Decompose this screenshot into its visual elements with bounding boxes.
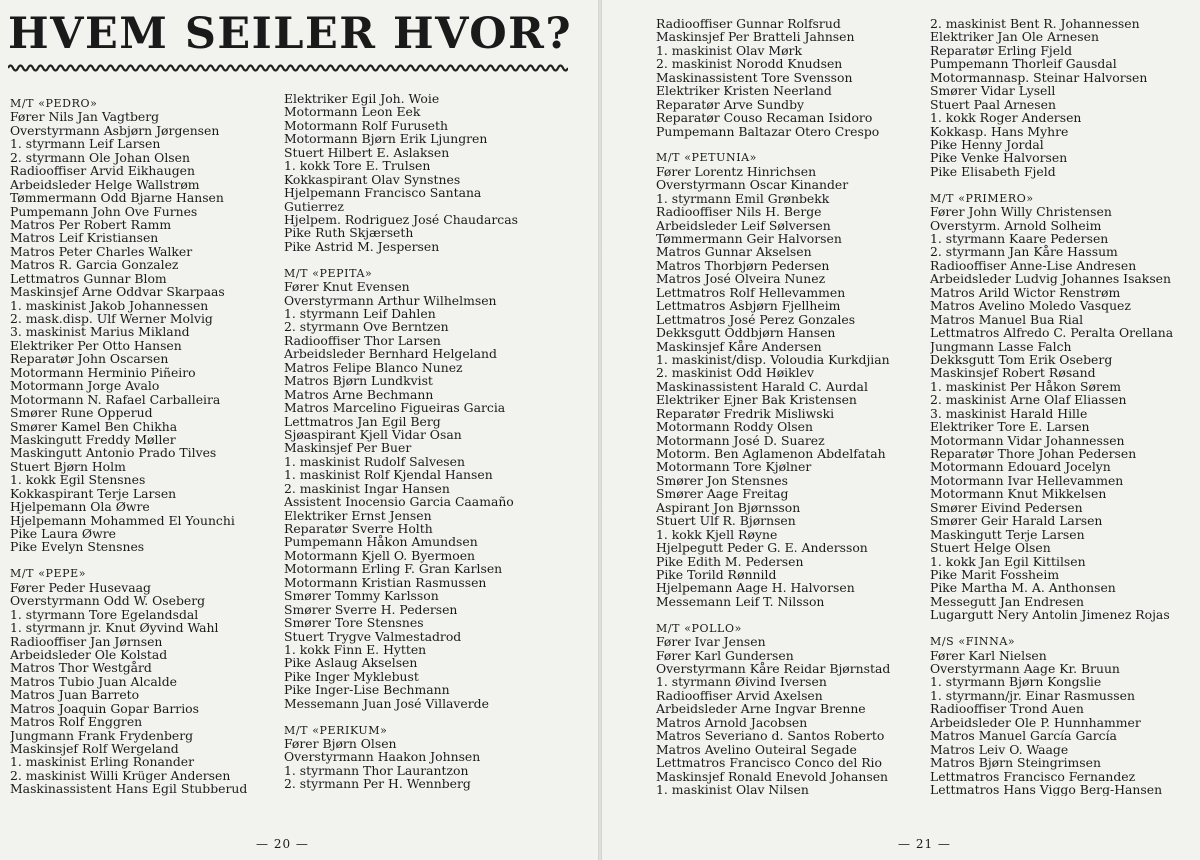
crew-entry: Matros Tubio Juan Alcalde [10,673,177,689]
crew-entry: Tømmermann Geir Halvorsen [656,231,842,246]
crew-entry: 1. styrmann Leif Dahlen [284,306,436,321]
crew-entry: Maskingutt Terje Larsen [930,526,1085,542]
crew-entry: Arbeidsleder Ole Kolstad [10,646,168,662]
ship-heading: M/T «PERIKUM» [284,723,388,737]
crew-entry: Stuert Ulf R. Bjørnsen [656,513,796,529]
crew-entry: Fører Bjørn Olsen [284,736,397,751]
crew-entry: Overstyrmann Oscar Kinander [656,177,849,193]
crew-entry: Fører Nils Jan Vagtberg [10,109,160,125]
crew-entry: Elektriker Ernst Jensen [284,507,432,523]
crew-entry: Pike Ruth Skjærseth [284,225,414,241]
crew-entry: 1. styrmann Thor Laurantzon [284,762,469,778]
crew-entry: Stuert Trygve Valmestadrod [284,628,462,644]
crew-entry: 2. maskinist Bent R. Johannessen [930,17,1140,31]
crew-entry: Matros Juan Barreto [10,687,140,703]
crew-entry: Maskinsjef Ronald Enevold Johansen [656,768,889,784]
crew-entry: 1. maskinist Rudolf Salvesen [284,453,465,469]
crew-entry: Overstyrmann Kåre Reidar Bjørnstad [656,661,891,676]
crew-entry: Lettmatros Alfredo C. Peralta Orellana [930,325,1174,341]
crew-entry: Kokkaspirant Olav Synstnes [284,171,461,187]
crew-entry: 1. kokk Jan Egil Kittilsen [930,553,1086,569]
crew-entry: Smører Eivind Pedersen [930,499,1083,515]
crew-entry: Hjelpegutt Peder G. E. Andersson [656,540,868,556]
crew-entry: Stuert Bjørn Holm [10,458,126,474]
crew-entry: 2. maskinist Arne Olaf Eliassen [930,392,1127,408]
crew-entry: Kokkaspirant Terje Larsen [10,485,177,501]
crew-entry: Arbeidsleder Leif Sølversen [656,217,831,233]
crew-entry: Maskinsjef Robert Røsand [930,365,1096,381]
crew-entry: Pike Evelyn Stensnes [10,539,145,555]
crew-entry: Pumpemann Thorleif Gausdal [930,56,1117,72]
crew-entry: Maskinsjef Per Bratteli Jahnsen [656,29,855,45]
crew-entry: Overstyrmann Haakon Johnsen [284,749,481,765]
crew-entry: Lettmatros Jan Egil Berg [284,413,441,429]
crew-entry: Jungmann Frank Frydenberg [10,727,194,743]
crew-entry: Hjelpemann Aage H. Halvorsen [656,580,855,596]
crew-entry: 1. styrmann/jr. Einar Rasmussen [930,687,1135,703]
crew-entry: Assistent Inocensio Garcia Caamaño [284,494,514,510]
section-gap [656,138,928,151]
crew-column-1 [10,97,282,796]
crew-entry: 1. maskinist Olav Nilsen [656,781,809,797]
crew-entry: Jungmann Lasse Falch [930,338,1072,354]
crew-entry: 2. maskinist Odd Høiklev [656,365,814,381]
crew-entry: Reparatør John Oscarsen [10,351,169,367]
crew-column-3 [656,17,928,796]
crew-entry: Motormann Bjørn Erik Ljungren [284,131,488,147]
crew-entry: 1. maskinist Rolf Kjendal Hansen [284,467,493,483]
crew-entry: Elektriker Egil Joh. Woie [284,92,440,106]
crew-entry: Pike Aslaug Akselsen [284,655,418,671]
crew-entry: Elektriker Tore E. Larsen [930,419,1090,435]
crew-entry: Reparatør Sverre Holth [284,521,433,536]
crew-entry: Lettmatros Asbjørn Fjellheim [656,298,841,314]
crew-entry: Radiooffiser Arvid Eikhaugen [10,163,195,179]
crew-entry: Matros Peter Charles Walker [10,243,193,259]
page-number-right: — 21 — [898,837,951,851]
crew-entry: Arbeidsleder Ludvig Johannes Isaksen [930,271,1171,287]
crew-entry: 1. kokk Roger Andersen [930,110,1082,126]
crew-entry: Pumpemann John Ove Furnes [10,203,198,219]
crew-entry: Elektriker Kristen Neerland [656,83,832,99]
crew-column-4 [930,17,1198,796]
crew-entry: Messemann Juan José Villaverde [284,695,489,711]
crew-entry: Motormann N. Rafael Carballeira [10,391,221,407]
crew-entry: Motormannasp. Steinar Halvorsen [930,69,1148,85]
crew-entry: Hjelpem. Rodriguez José Chaudarcas [284,211,518,227]
crew-entry: Matros Arild Wictor Renstrøm [930,284,1121,300]
crew-entry: Maskinsjef Arne Oddvar Skarpaas [10,284,225,300]
crew-entry: Kokkasp. Hans Myhre [930,123,1069,139]
crew-entry: 1. styrmann Øivind Iversen [656,674,827,690]
crew-entry: Stuert Helge Olsen [930,540,1051,556]
crew-entry: Maskingutt Freddy Møller [10,431,176,447]
crew-entry: Dekksgutt Tom Erik Oseberg [930,351,1113,367]
crew-entry: 1. styrmann Tore Egelandsdal [10,606,199,622]
crew-entry: Pike Inger-Lise Bechmann [284,682,450,698]
crew-entry: Maskinsjef Per Buer [284,440,412,456]
crew-entry: Elektriker Ejner Bak Kristensen [656,392,857,408]
crew-entry: Smører Geir Harald Larsen [930,513,1103,529]
crew-entry: Matros Leif Kristiansen [10,230,159,246]
crew-entry: 2. mask.disp. Ulf Werner Molvig [10,311,213,326]
section-gap [656,608,928,621]
crew-entry: Maskinassistent Hans Egil Stubberud [10,781,248,796]
crew-entry: Matros Thorbjørn Pedersen [656,257,830,273]
crew-entry: Overstyrmann Odd W. Oseberg [10,593,206,609]
crew-entry: Fører John Willy Christensen [930,204,1112,220]
crew-entry: Reparatør Couso Recaman Isidoro [656,110,873,126]
crew-entry: 3. maskinist Marius Mikland [10,324,190,340]
crew-entry: Overstyrmann Aage Kr. Bruun [930,661,1120,676]
crew-entry: Matros Avelino Moledo Vasquez [930,298,1131,314]
crew-entry: Pumpemann Baltazar Otero Crespo [656,123,880,139]
crew-entry: Fører Karl Nielsen [930,647,1047,663]
crew-entry: Pike Torild Rønnild [656,566,777,582]
crew-entry: Motormann Vidar Johannessen [930,432,1125,448]
crew-entry: Matros Avelino Outeiral Segade [656,741,857,757]
crew-entry: Motorm. Ben Aglamenon Abdelfatah [656,446,886,461]
ship-heading: M/S «FINNA» [930,635,1016,649]
crew-entry: Hjelpemann Mohammed El Younchi [10,512,235,528]
crew-entry: Radiooffiser Jan Jørnsen [10,633,163,649]
crew-entry: Matros Manuel García García [930,728,1117,744]
crew-entry: 1. styrmann Bjørn Kongslie [930,674,1102,690]
crew-entry: Arbeidsleder Arne Ingvar Brenne [656,701,866,717]
crew-entry: Radiooffiser Thor Larsen [284,332,441,348]
crew-entry: Pike Marit Fossheim [930,566,1060,582]
crew-entry: Hjelpemann Francisco Santana [284,185,482,201]
crew-entry: Tømmermann Odd Bjarne Hansen [10,190,224,206]
crew-entry: Overstyrmann Arthur Wilhelmsen [284,292,497,308]
section-gap [930,178,1198,191]
crew-entry: Radiooffiser Arvid Axelsen [656,687,823,703]
crew-entry: Radiooffiser Trond Auen [930,701,1084,717]
crew-column-2 [284,92,596,791]
crew-entry: Matros Rolf Enggren [10,714,143,730]
crew-entry: 1. styrmann jr. Knut Øyvind Wahl [10,620,219,636]
crew-entry: Matros José Olveira Nunez [656,271,826,287]
crew-entry: Smører Vidar Lysell [930,83,1056,99]
crew-entry: Radiooffiser Gunnar Rolfsrud [656,17,841,31]
crew-entry: 1. kokk Egil Stensnes [10,472,146,488]
crew-entry: 2. maskinist Ingar Hansen [284,480,450,496]
crew-entry: Lettmatros Gunnar Blom [10,270,167,286]
crew-entry: Pike Laura Øwre [10,526,116,541]
section-gap [10,554,282,567]
crew-entry: Reparatør Thore Johan Pedersen [930,446,1137,461]
crew-entry: Pike Edith M. Pedersen [656,553,804,569]
crew-entry: Stuert Hilbert E. Aslaksen [284,144,450,160]
crew-entry: Motormann Roddy Olsen [656,419,813,435]
crew-entry: 2. maskinist Norodd Knudsen [656,56,843,72]
crew-entry: Matros Gunnar Akselsen [656,244,812,260]
crew-entry: Maskinsjef Rolf Wergeland [10,741,179,756]
crew-entry: Motormann Herminio Piñeiro [10,364,196,380]
left-page [0,0,598,860]
crew-entry: Lugargutt Nery Antolin Jimenez Rojas [930,607,1170,623]
right-page [602,0,1200,860]
crew-entry: Maskinassistent Tore Svensson [656,69,853,85]
crew-entry: Matros Per Robert Ramm [10,216,172,232]
crew-entry: Fører Lorentz Hinrichsen [656,163,817,179]
crew-entry: Matros Bjørn Steingrimsen [930,755,1101,771]
crew-entry: Motormann Edouard Jocelyn [930,459,1111,475]
crew-entry: Smører Tommy Karlsson [284,588,439,604]
crew-entry: Fører Peder Husevaag [10,579,151,595]
crew-entry: Pike Inger Myklebust [284,668,419,684]
crew-entry: Motormann Jorge Avalo [10,378,160,394]
ship-heading: M/T «PRIMERO» [930,191,1034,205]
section-gap [284,253,596,266]
crew-entry: Messegutt Jan Endresen [930,593,1085,609]
ship-heading: M/T «PEPITA» [284,266,373,280]
crew-entry: Lettmatros José Perez Gonzales [656,311,856,327]
crew-entry: Motormann Kjell O. Byermoen [284,547,476,563]
ship-heading: M/T «PETUNIA» [656,151,758,165]
crew-entry: Elektriker Per Otto Hansen [10,337,182,353]
crew-entry: 2. styrmann Ole Johan Olsen [10,149,190,165]
crew-entry: Arbeidsleder Helge Wallstrøm [10,176,200,192]
crew-entry: Overstyrmann Asbjørn Jørgensen [10,122,220,138]
crew-entry: Lettmatros Hans Viggo Berg-Hansen [930,781,1163,797]
crew-entry: Motormann Erling F. Gran Karlsen [284,561,503,577]
section-gap [930,622,1198,635]
crew-entry: Hjelpemann Ola Øwre [10,499,150,515]
crew-entry: Motormann Knut Mikkelsen [930,486,1107,502]
crew-entry: Matros Manuel Bua Rial [930,311,1084,327]
crew-entry: 2. styrmann Jan Kåre Hassum [930,244,1118,260]
crew-entry: Pike Martha M. A. Anthonsen [930,580,1116,596]
crew-entry: Lettmatros Francisco Conco del Rio [656,755,882,771]
crew-entry: Dekksgutt Oddbjørn Hansen [656,325,836,341]
crew-entry: Reparatør Arve Sundby [656,96,805,112]
crew-entry: Matros Arne Bechmann [284,386,434,402]
ship-heading: M/T «POLLO» [656,621,742,635]
crew-entry: Reparatør Fredrik Misliwski [656,405,835,421]
crew-entry: Lettmatros Francisco Fernandez [930,768,1136,784]
crew-entry: Pike Astrid M. Jespersen [284,238,440,254]
crew-entry: Smører Tore Stensnes [284,615,424,631]
crew-entry: Smører Aage Freitag [656,486,789,502]
crew-entry: Maskingutt Antonio Prado Tilves [10,445,217,461]
crew-entry: Matros Thor Westgård [10,660,152,676]
crew-entry: Pike Henny Jordal [930,136,1044,152]
crew-entry: Fører Karl Gundersen [656,647,794,663]
crew-entry: 1. maskinist Olav Mørk [656,42,802,58]
crew-entry: 2. styrmann Ove Berntzen [284,319,449,335]
crew-entry: Stuert Paal Arnesen [930,96,1056,112]
crew-entry: Smører Jon Stensnes [656,472,788,488]
crew-entry: 1. kokk Finn E. Hytten [284,641,427,657]
crew-entry: Smører Sverre H. Pedersen [284,601,458,617]
crew-entry: Maskinassistent Harald C. Aurdal [656,378,868,394]
section-gap [284,710,596,723]
crew-entry: Pumpemann Håkon Amundsen [284,534,478,550]
crew-entry: 1. kokk Kjell Røyne [656,526,778,542]
crew-entry: Fører Knut Evensen [284,279,410,295]
crew-entry: Matros Joaquin Gopar Barrios [10,700,199,716]
crew-entry: 1. maskinist/disp. Voloudia Kurkdjian [656,351,890,367]
crew-entry: Arbeidsleder Bernhard Helgeland [284,346,497,362]
crew-entry: Smører Rune Opperud [10,405,153,421]
crew-entry: 1. styrmann Kaare Pedersen [930,231,1109,246]
crew-entry: Gutierrez [284,198,344,214]
crew-entry: Arbeidsleder Ole P. Hunnhammer [930,714,1141,730]
crew-entry: Overstyrm. Arnold Solheim [930,217,1102,233]
crew-entry: Radiooffiser Anne-Lise Andresen [930,257,1137,273]
crew-entry: Matros Felipe Blanco Nunez [284,359,463,375]
crew-entry: Pike Elisabeth Fjeld [930,163,1056,179]
crew-entry: 1. kokk Tore E. Trulsen [284,158,431,174]
crew-entry: Motormann Leon Eek [284,104,421,120]
crew-entry: Matros Arnold Jacobsen [656,714,808,730]
crew-entry: Matros Leiv O. Waage [930,741,1069,757]
crew-entry: 2. maskinist Willi Krüger Andersen [10,767,231,783]
crew-entry: Lettmatros Rolf Hellevammen [656,284,846,300]
crew-entry: 1. maskinist Erling Ronander [10,754,195,770]
crew-entry: 2. styrmann Per H. Wennberg [284,776,471,791]
crew-entry: Elektriker Jan Ole Arnesen [930,29,1099,45]
crew-entry: Matros Bjørn Lundkvist [284,373,433,389]
crew-entry: 1. maskinist Per Håkon Sørem [930,378,1121,394]
crew-entry: Matros Marcelino Figueiras Garcia [284,400,506,416]
crew-entry: Aspirant Jon Bjørnsson [656,499,801,515]
crew-entry: 3. maskinist Harald Hille [930,405,1088,421]
wavy-rule [8,62,568,74]
page-title: HVEM SEILER HVOR? [8,9,573,59]
ship-heading: M/T «PEDRO» [10,97,98,110]
crew-entry: 1. styrmann Leif Larsen [10,136,161,152]
crew-entry: Reparatør Erling Fjeld [930,42,1073,58]
crew-entry: Maskinsjef Kåre Andersen [656,338,822,354]
crew-entry: Sjøaspirant Kjell Vidar Osan [284,426,462,442]
crew-entry: Motormann Tore Kjølner [656,459,812,475]
crew-entry: 1. styrmann Emil Grønbekk [656,190,830,206]
crew-entry: 1. maskinist Jakob Johannessen [10,297,209,313]
crew-entry: Smører Kamel Ben Chikha [10,418,178,434]
crew-entry: Matros R. Garcia Gonzalez [10,257,179,273]
crew-entry: Motormann Ivar Hellevammen [930,472,1124,488]
page-number-left: — 20 — [256,837,309,851]
crew-entry: Pike Venke Halvorsen [930,150,1068,166]
crew-entry: Radiooffiser Nils H. Berge [656,204,822,220]
crew-entry: Matros Severiano d. Santos Roberto [656,728,885,744]
crew-entry: Fører Ivar Jensen [656,634,766,650]
crew-entry: Motormann Kristian Rasmussen [284,574,487,590]
crew-entry: Messemann Leif T. Nilsson [656,593,825,609]
crew-entry: Motormann José D. Suarez [656,432,825,448]
ship-heading: M/T «PEPE» [10,567,87,581]
crew-entry: Motormann Rolf Furuseth [284,117,448,133]
